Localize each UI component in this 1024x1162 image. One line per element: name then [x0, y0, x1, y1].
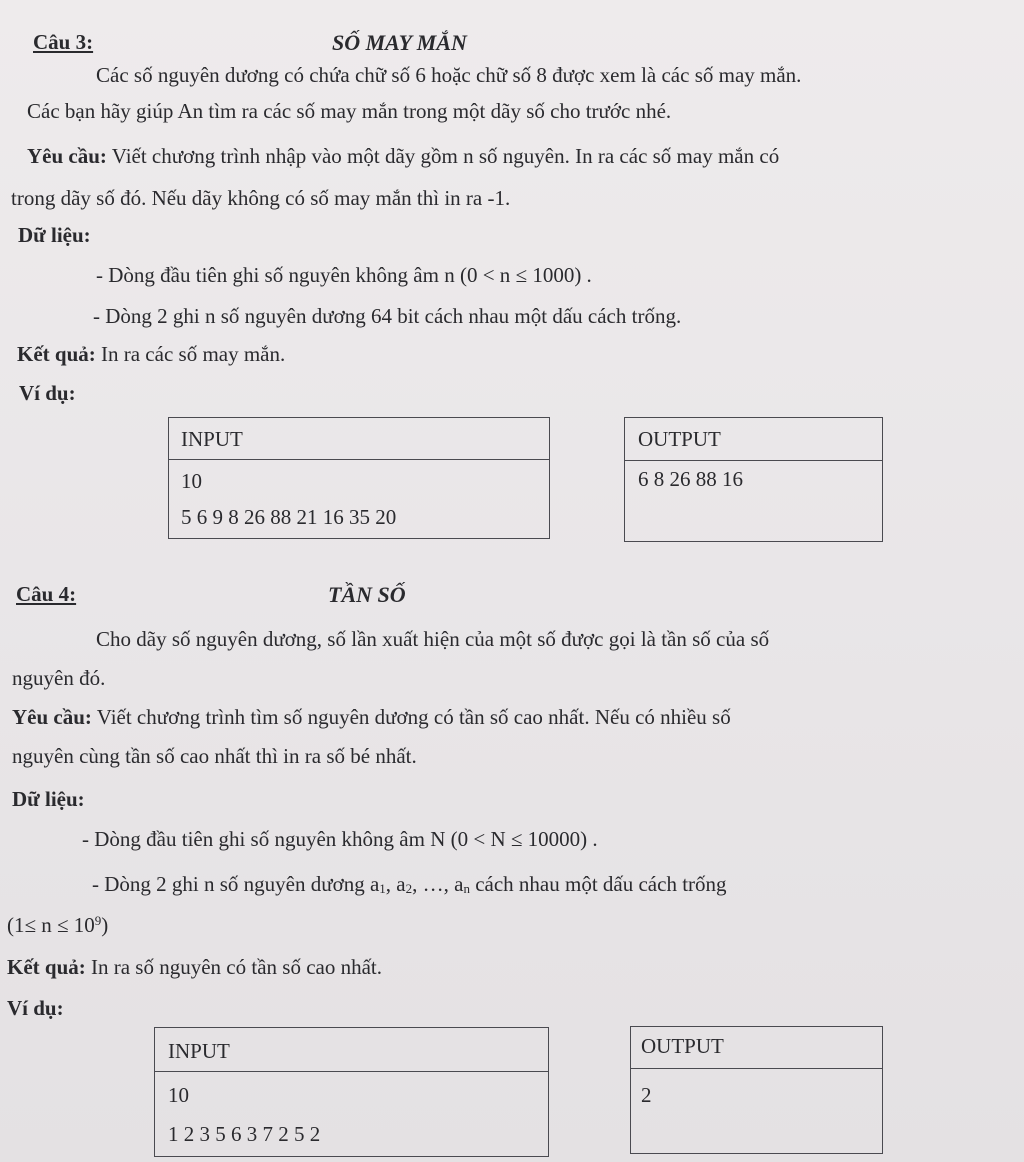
q4-data-line-1: - Dòng đầu tiên ghi số nguyên không âm N (0 < N ≤ 10000) .	[82, 827, 598, 851]
q4-subscript-2: 2	[405, 881, 413, 896]
q4-input-line-2: 1 2 3 5 6 3 7 2 5 2	[168, 1122, 321, 1146]
q4-constraint-exponent: 9	[94, 913, 102, 928]
q4-intro-line-1: Cho dãy số nguyên dương, số lần xuất hiện của một số được gọi là tần số của số	[96, 627, 770, 651]
q4-requirement-line-2: nguyên cùng tần số cao nhất thì in ra số bé nhất.	[12, 744, 417, 768]
q3-output-line-1: 6 8 26 88 16	[638, 467, 743, 491]
q4-requirement-line-1	[12, 704, 731, 730]
q4-output-line-1: 2	[641, 1083, 652, 1107]
q4-title: TẦN SỐ	[328, 582, 406, 607]
q4-input-header: INPUT	[168, 1039, 230, 1063]
q4-intro-line-2: nguyên đó.	[12, 666, 106, 690]
q3-input-line-1: 10	[181, 469, 202, 493]
q3-input-line-2: 5 6 9 8 26 88 21 16 35 20	[181, 505, 397, 529]
q3-requirement-line-2: trong dãy số đó. Nếu dãy không có số may mắn thì in ra -1.	[11, 186, 511, 210]
q3-intro-line-2: Các bạn hãy giúp An tìm ra các số may mắn trong một dãy số cho trước nhé.	[27, 99, 672, 123]
q4-constraint	[7, 912, 108, 938]
q3-result-line	[17, 341, 285, 367]
q4-data-line-2-start: - Dòng 2 ghi n số nguyên dương a	[92, 872, 380, 896]
q3-input-table	[168, 417, 550, 539]
q4-label: Câu 4:	[16, 582, 77, 606]
q3-data-line-1: - Dòng đầu tiên ghi số nguyên không âm n (0 < n ≤ 1000) .	[96, 263, 592, 287]
q3-result-text: In ra các số may mắn.	[95, 342, 286, 366]
q3-result-label: Kết quả:	[17, 342, 96, 366]
q3-input-header: INPUT	[181, 427, 243, 451]
q4-separator-1: , a	[385, 872, 406, 896]
q4-data-label: Dữ liệu:	[12, 787, 85, 811]
q4-result-text: In ra số nguyên có tần số cao nhất.	[85, 955, 382, 979]
q3-data-line-2: - Dòng 2 ghi n số nguyên dương 64 bit cách nhau một dấu cách trống.	[93, 304, 682, 328]
q4-constraint-start: (1≤ n ≤ 10	[7, 913, 95, 937]
q4-output-table	[630, 1026, 883, 1154]
q3-example-label: Ví dụ:	[19, 381, 76, 405]
q4-result-label: Kết quả:	[7, 955, 86, 979]
q4-constraint-end: )	[101, 913, 109, 937]
q4-subscript-1: 1	[379, 881, 386, 896]
q3-requirement-label: Yêu cầu:	[27, 144, 107, 168]
q3-requirement-line-1	[27, 143, 779, 169]
q4-subscript-n: n	[463, 881, 470, 896]
q4-input-line-1: 10	[168, 1083, 189, 1107]
q4-requirement-text-1: Viết chương trình tìm số nguyên dương có tần số cao nhất. Nếu có nhiều số	[91, 705, 731, 729]
q4-data-line-2-end: cách nhau một dấu cách trống	[469, 872, 727, 896]
q3-title: SỐ MAY MẮN	[332, 30, 467, 55]
q3-output-header: OUTPUT	[638, 427, 721, 451]
q3-label: Câu 3:	[33, 30, 94, 54]
q4-example-label: Ví dụ:	[7, 996, 64, 1020]
q3-intro-line-1: Các số nguyên dương có chứa chữ số 6 hoặc chữ số 8 được xem là các số may mắn.	[96, 63, 802, 87]
q4-data-line-2	[92, 871, 727, 897]
q3-output-table	[624, 417, 883, 542]
q4-result-line	[7, 954, 382, 980]
q3-data-label: Dữ liệu:	[18, 223, 91, 247]
q3-requirement-text-1: Viết chương trình nhập vào một dãy gồm n số nguyên. In ra các số may mắn có	[106, 144, 780, 168]
q4-output-header: OUTPUT	[641, 1034, 724, 1058]
q4-input-table	[154, 1027, 549, 1157]
q4-separator-2: , …, a	[412, 872, 464, 896]
q4-requirement-label: Yêu cầu:	[12, 705, 92, 729]
